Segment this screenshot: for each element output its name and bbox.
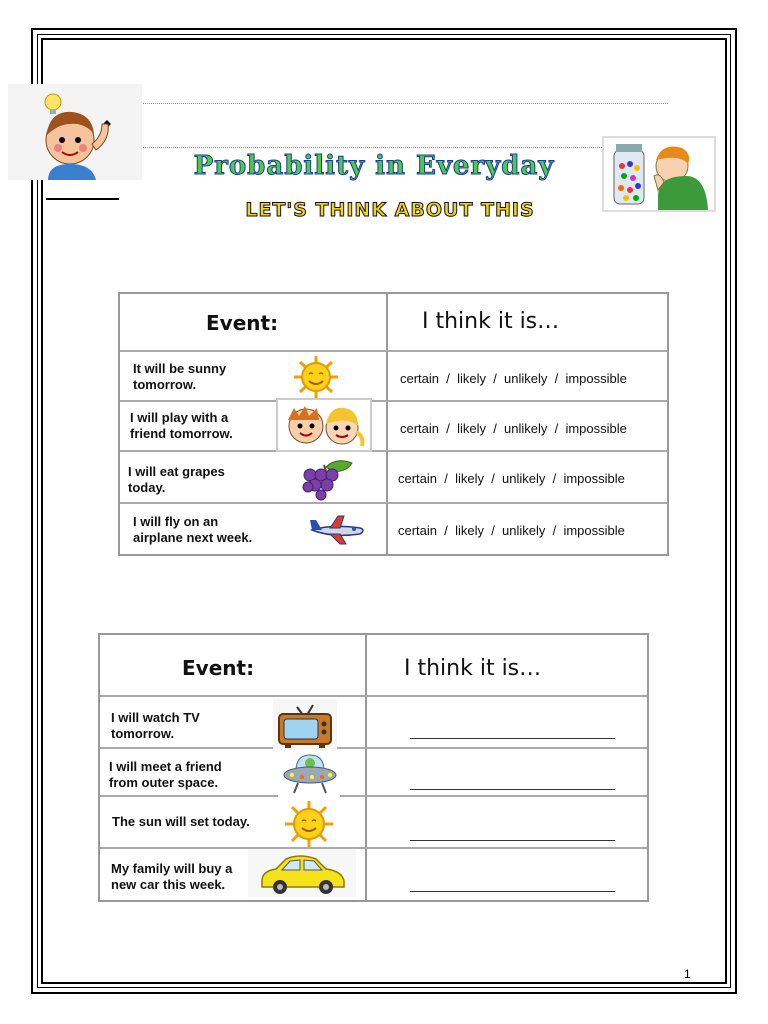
answer-blank[interactable] xyxy=(410,738,615,739)
grapes-icon xyxy=(296,457,358,501)
header-event: Event: xyxy=(206,311,279,335)
header-i-think: I think it is… xyxy=(404,656,542,681)
column-divider xyxy=(386,294,388,554)
page-title: Probability in Everyday xyxy=(193,151,555,181)
thinking-boy-icon xyxy=(8,84,142,180)
sun-icon xyxy=(288,354,344,400)
tv-icon xyxy=(273,699,337,749)
event-text: I will meet a friend from outer space. xyxy=(109,759,222,790)
answer-blank[interactable] xyxy=(410,891,615,892)
header-event: Event: xyxy=(182,656,255,680)
answer-choices[interactable]: certain / likely / unlikely / impossible xyxy=(398,523,625,538)
row-divider xyxy=(100,795,647,797)
probability-table-2 xyxy=(98,633,649,902)
event-text: I will fly on an airplane next week. xyxy=(133,514,253,545)
row-divider xyxy=(120,450,667,452)
page-subtitle: LET'S THINK ABOUT THIS xyxy=(245,199,535,221)
answer-choices[interactable]: certain / likely / unlikely / impossible xyxy=(400,421,627,436)
row-divider xyxy=(120,502,667,504)
row-divider xyxy=(120,350,667,352)
probability-table-1 xyxy=(118,292,669,556)
event-text: I will play with a friend tomorrow. xyxy=(130,410,233,441)
airplane-icon xyxy=(308,514,366,546)
column-divider xyxy=(365,635,367,900)
header-i-think: I think it is… xyxy=(422,309,560,334)
row-divider xyxy=(100,847,647,849)
event-text: My family will buy a new car this week. xyxy=(111,861,233,892)
event-text: I will watch TV tomorrow. xyxy=(111,710,200,741)
kids-icon xyxy=(276,398,372,452)
ufo-icon xyxy=(278,749,340,799)
car-icon xyxy=(248,849,356,897)
short-rule xyxy=(46,198,119,200)
answer-choices[interactable]: certain / likely / unlikely / impossible xyxy=(400,371,627,386)
event-text: The sun will set today. xyxy=(112,814,250,829)
candy-jar-boy-icon xyxy=(602,136,716,212)
sun-icon xyxy=(280,799,338,849)
answer-blank[interactable] xyxy=(410,840,615,841)
row-divider xyxy=(100,695,647,697)
page-number: 1 xyxy=(684,967,691,981)
event-text: It will be sunny tomorrow. xyxy=(133,361,227,392)
answer-blank[interactable] xyxy=(410,789,615,790)
answer-choices[interactable]: certain / likely / unlikely / impossible xyxy=(398,471,625,486)
dotted-rule-bottom xyxy=(118,147,668,148)
row-divider xyxy=(120,400,667,402)
dotted-rule-top xyxy=(93,103,668,104)
row-divider xyxy=(100,747,647,749)
event-text: I will eat grapes today. xyxy=(128,464,225,495)
